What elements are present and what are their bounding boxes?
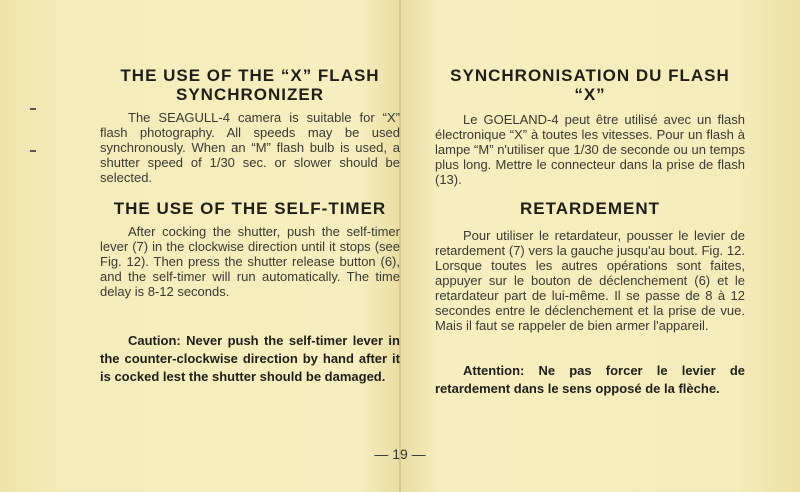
synchronisation-heading: SYNCHRONISATION DU FLASH “X” xyxy=(450,66,730,104)
page-number: — 19 — xyxy=(374,446,426,462)
binding-mark xyxy=(30,150,36,152)
caution-text: Caution: Never push the self-timer lever in the counter-clockwise direction by hand after it is cocked lest the shutter should be damaged. xyxy=(100,333,400,384)
flash-sync-text: The SEAGULL-4 camera is suitable for “X” flash photography. All speeds may be used synchronously. When an “M” flash bulb is used, a shutter speed of 1/30 sec. or slower should be selected. xyxy=(100,110,400,185)
self-timer-heading: THE USE OF THE SELF-TIMER xyxy=(113,199,387,218)
synchronisation-text: Le GOELAND-4 peut être utilisé avec un flash électronique “X” à toutes les vitesses. Pour un flash à lampe “M” n'utiliser que 1/30 de seconde ou un temps plus long. Mettre le connecteur dans la prise de flash (13). xyxy=(435,112,745,187)
binding-mark xyxy=(30,108,36,110)
retardement-heading: RETARDEMENT xyxy=(519,199,661,218)
attention-text: Attention: Ne pas forcer le levier de retardement dans le sens opposé de la flèche. xyxy=(435,363,745,396)
flash-sync-heading: THE USE OF THE “X” FLASH SYNCHRONIZER xyxy=(120,66,380,104)
self-timer-text: After cocking the shutter, push the self-timer lever (7) in the clockwise direction until it stops (see Fig. 12). Then press the shutter release button (6), and the self-timer will run automatically. The time delay is 8-12 seconds. xyxy=(100,224,400,299)
retardement-text: Pour utiliser le retardateur, pousser le levier de retardement (7) vers la gauche jusqu'au bout. Fig. 12. Lorsque toutes les autres opérations sont faites, appuyer sur le bouton de déclenchement (6) et le retardateur part de lui-même. Il se passe de 8 à 12 secondes entre le déclenchement et la prise de vue. Mais il faut se rappeler de bien armer l'appareil. xyxy=(435,228,745,333)
